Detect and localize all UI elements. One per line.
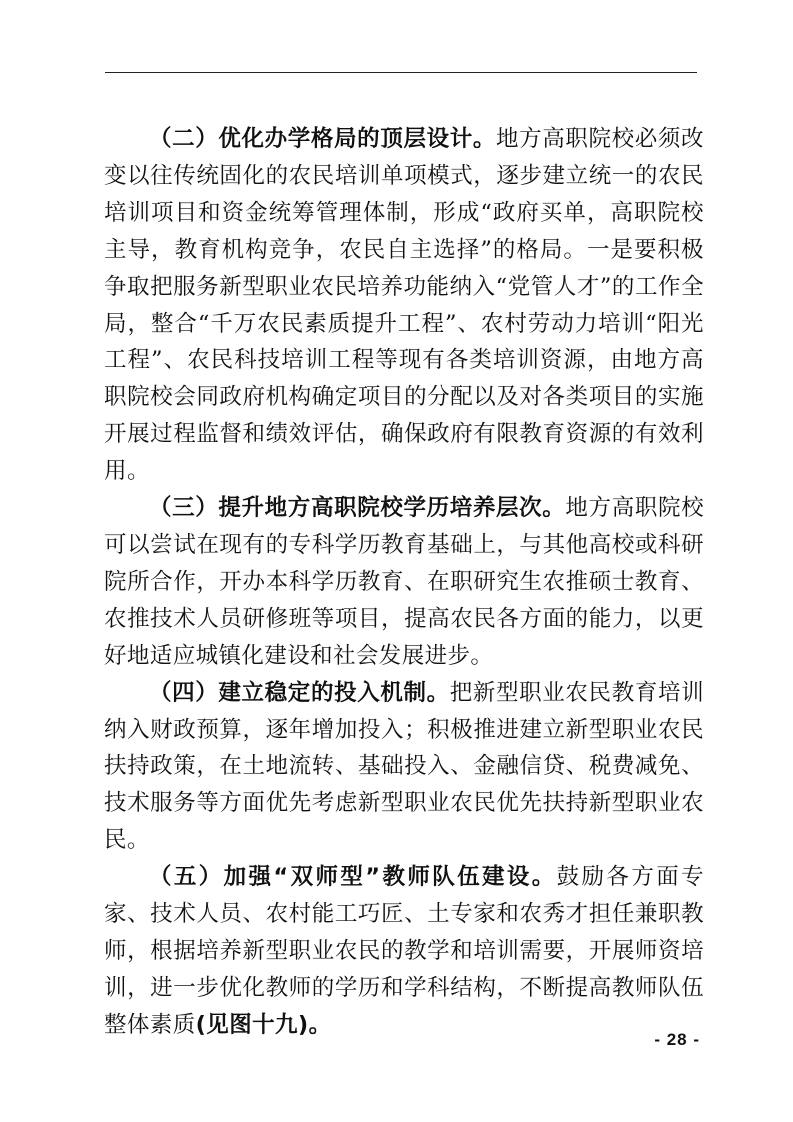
- paragraph-raise-education-level: [104, 490, 704, 675]
- document-body: [104, 121, 704, 1044]
- paragraph-funding-mechanism: [104, 675, 704, 860]
- figure-reference: (见图十九)。: [195, 1011, 332, 1038]
- paragraph-text: 地方高职院校可以尝试在现有的专科学历教育基础上，与其他高校或科研院所合作，开办本科学历教育、在职研究生农推硕士教育、农推技术人员研修班等项目，提高农民各方面的能力，以更好地适应城镇化建设和社会发展进步。: [104, 495, 704, 669]
- paragraph-heading: （五）加强“双师型”教师队伍建设。: [149, 864, 557, 891]
- paragraph-text: 把新型职业农民教育培训纳入财政预算，逐年增加投入；积极推进建立新型职业农民扶持政策，在土地流转、基础投入、金融信贷、税费减免、技术服务等方面优先考虑新型职业农民优先扶持新型职业农民。: [104, 679, 704, 854]
- paragraph-optimize-layout: [104, 121, 704, 490]
- header-rule: [105, 72, 697, 73]
- paragraph-heading: （三）提升地方高职院校学历培养层次。: [149, 495, 566, 522]
- paragraph-teacher-team: [104, 859, 704, 1044]
- paragraph-text: 鼓励各方面专家、技术人员、农村能工巧匠、土专家和农秀才担任兼职教师，根据培养新型职业农民的教学和培训需要，开展师资培训，进一步优化教师的学历和学科结构，不断提高教师队伍整体素质: [104, 864, 704, 1038]
- paragraph-text: 地方高职院校必须改变以往传统固化的农民培训单项模式，逐步建立统一的农民培训项目和资金统筹管理体制，形成“政府买单，高职院校主导，教育机构竞争，农民自主选择”的格局。一是要积极争取把服务新型职业农民培养功能纳入“党管人才”的工作全局，整合“千万农民素质提升工程”、农村劳动力培训“阳光工程”、农民科技培训工程等现有各类培训资源，由地方高职院校会同政府机构确定项目的分配以及对各类项目的实施开展过程监督和绩效评估，确保政府有限教育资源的有效利用。: [104, 126, 704, 485]
- page-number: - 28 -: [654, 1030, 700, 1049]
- paragraph-heading: （四）建立稳定的投入机制。: [149, 679, 450, 706]
- paragraph-heading: （二）优化办学格局的顶层设计。: [149, 126, 496, 152]
